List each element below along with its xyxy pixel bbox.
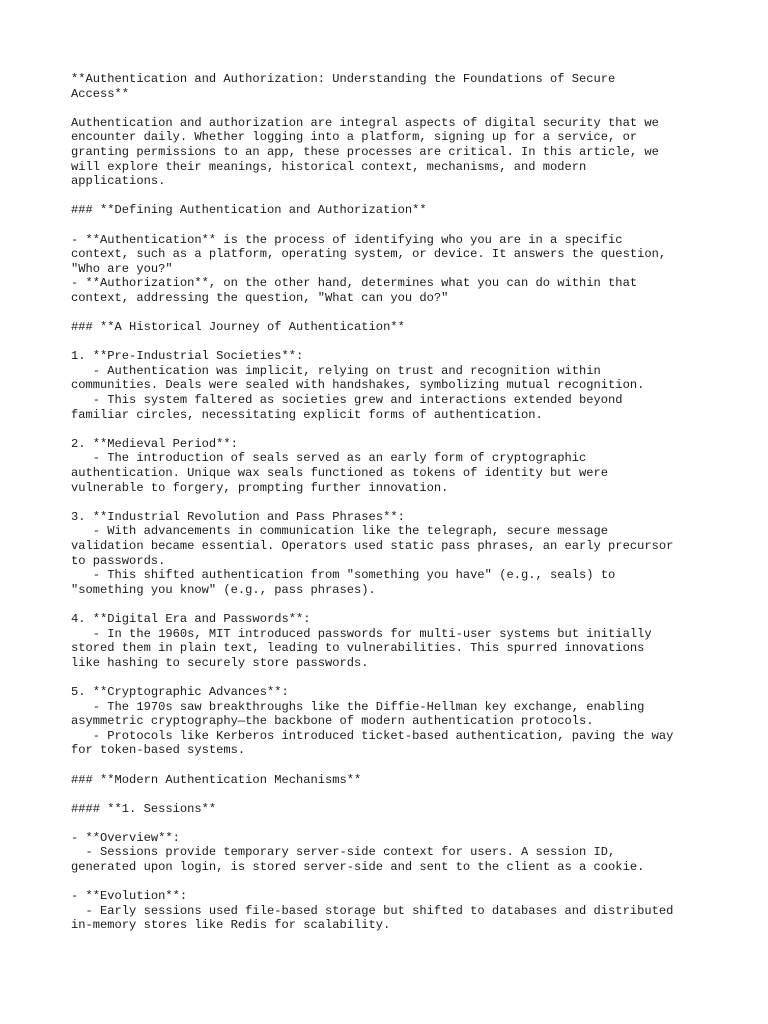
text-line: - Early sessions used file-based storage but shifted to databases and distributed — [71, 903, 674, 918]
history-item-medieval — [71, 437, 711, 495]
text-line: - **Evolution**: — [71, 889, 188, 904]
text-line: vulnerable to forgery, prompting further innovation. — [71, 480, 449, 495]
intro-paragraph — [71, 116, 711, 189]
text-line: ### **Defining Authentication and Authorization** — [71, 203, 427, 218]
text-line: Authentication and authorization are integral aspects of digital security that we — [71, 115, 659, 130]
text-line: 1. **Pre-Industrial Societies**: — [71, 349, 304, 364]
sessions-overview — [71, 831, 711, 875]
text-line: encounter daily. Whether logging into a platform, signing up for a service, or — [71, 130, 638, 145]
text-line: Access** — [71, 86, 130, 101]
text-line: communities. Deals were sealed with handshakes, symbolizing mutual recognition. — [71, 378, 645, 393]
text-line: granting permissions to an app, these processes are critical. In this article, we — [71, 144, 659, 159]
text-line: in-memory stores like Redis for scalability. — [71, 918, 391, 933]
text-line: 2. **Medieval Period**: — [71, 436, 238, 451]
text-line: stored them in plain text, leading to vulnerabilities. This spurred innovations — [71, 641, 645, 656]
text-line: 3. **Industrial Revolution and Pass Phrases**: — [71, 509, 405, 524]
text-line: - Sessions provide temporary server-side context for users. A session ID, — [71, 845, 616, 860]
sessions-evolution — [71, 889, 711, 933]
text-line: generated upon login, is stored server-side and sent to the client as a cookie. — [71, 860, 645, 875]
section-heading-modern — [71, 773, 711, 788]
text-line: - The 1970s saw breakthroughs like the Diffie-Hellman key exchange, enabling — [71, 699, 645, 714]
text-line: - This system faltered as societies grew and interactions extended beyond — [71, 393, 623, 408]
text-line: validation became essential. Operators used static pass phrases, an early precursor — [71, 539, 674, 553]
text-line: for token-based systems. — [71, 743, 246, 758]
text-line: - This shifted authentication from "something you have" (e.g., seals) to — [71, 568, 616, 583]
definitions-list — [71, 233, 711, 306]
text-line: familiar circles, necessitating explicit forms of authentication. — [71, 407, 543, 422]
text-line: ### **A Historical Journey of Authentication** — [71, 320, 405, 335]
text-line: - Authentication was implicit, relying on trust and recognition within — [71, 363, 601, 378]
history-item-digital-era — [71, 612, 711, 670]
history-item-cryptographic — [71, 685, 711, 758]
text-line: - In the 1960s, MIT introduced passwords for multi-user systems but initially — [71, 626, 652, 641]
text-line: will explore their meanings, historical context, mechanisms, and modern — [71, 159, 587, 174]
text-line: context, addressing the question, "What can you do?" — [71, 290, 449, 305]
text-line: - **Authorization**, on the other hand, determines what you can do within that — [71, 276, 638, 291]
text-line: 4. **Digital Era and Passwords**: — [71, 611, 311, 626]
text-line: - The introduction of seals served as an early form of cryptographic — [71, 451, 587, 466]
text-line: 5. **Cryptographic Advances**: — [71, 684, 289, 699]
text-line: #### **1. Sessions** — [71, 801, 217, 816]
text-line: context, such as a platform, operating system, or device. It answers the question, — [71, 247, 667, 262]
section-heading-history — [71, 320, 711, 335]
section-heading-defining — [71, 203, 711, 218]
text-line: - **Authentication** is the process of identifying who you are in a specific — [71, 232, 623, 247]
history-item-industrial — [71, 510, 711, 598]
text-line: - With advancements in communication like the telegraph, secure message — [71, 524, 609, 539]
text-line: **Authentication and Authorization: Understanding the Foundations of Secure — [71, 72, 616, 86]
text-line: authentication. Unique wax seals functioned as tokens of identity but were — [71, 466, 609, 481]
document-page — [71, 72, 711, 948]
subsection-heading-sessions — [71, 802, 711, 817]
text-line: "something you know" (e.g., pass phrases). — [71, 582, 376, 597]
text-line: asymmetric cryptography—the backbone of modern authentication protocols. — [71, 714, 594, 729]
document-title — [71, 72, 711, 101]
text-line: applications. — [71, 174, 166, 189]
text-line: - Protocols like Kerberos introduced ticket-based authentication, paving the way — [71, 728, 674, 743]
text-line: ### **Modern Authentication Mechanisms** — [71, 772, 362, 787]
text-line: "Who are you?" — [71, 261, 173, 276]
history-item-pre-industrial — [71, 349, 711, 422]
text-line: like hashing to securely store passwords. — [71, 655, 369, 670]
text-line: - **Overview**: — [71, 830, 180, 845]
text-line: to passwords. — [71, 553, 166, 568]
